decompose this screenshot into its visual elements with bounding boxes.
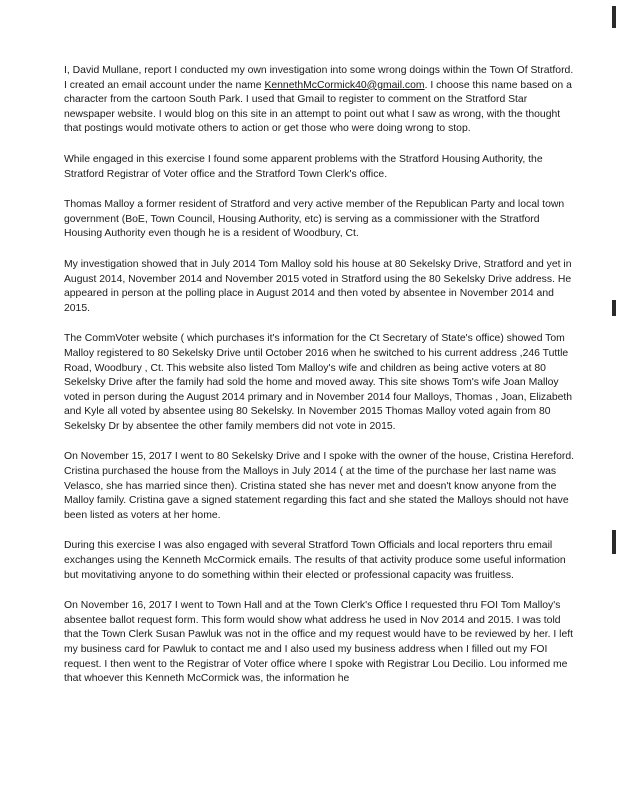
paragraph-intro-text-before: I, David Mullane, report I conducted my own investigation into some wrong doings within the Town Of Stratford. I created an email account under the name: [64, 65, 574, 91]
paragraph-intro-text-after: . I choose this name based on a character from the cartoon South Park. I used that Gmail to register to comment on the Stratford Star newspaper website. I would blog on this site in an attempt to point out what I saw as wrong, with the thought that postings would motivate others to action or get those who were doing wrong to stop.: [64, 79, 572, 135]
paragraph-problems: While engaged in this exercise I found some apparent problems with the Stratford Housing Authority, the Stratford Registrar of Voter office and the Stratford Town Clerk's office.: [64, 153, 543, 180]
scan-edge-mark: [612, 6, 616, 28]
email-link[interactable]: KennethMcCormick40@gmail.com: [264, 79, 425, 91]
scan-edge-mark: [612, 300, 616, 316]
paragraph-november-15: On November 15, 2017 I went to 80 Sekelsky Drive and I spoke with the owner of the house, Cristina Hereford. Cristina purchased the house from the Malloys in July 2014 ( at the time of the purchase her last name was Velasco, she has married since then). Cristina stated she has never met and doesn't know anyone from the Malloy family. Cristina gave a signed statement regarding this fact and she stated the Malloys should not have been listed as voters at her home.: [64, 451, 574, 521]
paragraph-intro: [64, 64, 574, 137]
scan-edge-mark: [612, 530, 616, 554]
document-body: [64, 64, 574, 703]
paragraph-town-officials: During this exercise I was also engaged with several Stratford Town Officials and local reporters thru email exchanges using the Kenneth McCormick emails. The results of that activity produce some useful information but movitativing anyone to do something within their elected or professional capacity was fruitless.: [64, 540, 566, 581]
paragraph-november-16: On November 16, 2017 I went to Town Hall and at the Town Clerk's Office I requested thru FOI Tom Malloy's absentee ballot request form. This form would show what address he used in Nov 2014 and 2015. I was told that the Town Clerk Susan Pawluk was not in the office and my request would have to be reviewed by her. I left my business card for Pawluk to contact me and I also used my business address when I filled out my FOI request. I then went to the Registrar of Voter office where I spoke with Registrar Lou Decilio. Lou informed me that whoever this Kenneth McCormick was, the information he: [64, 600, 574, 685]
paragraph-investigation: My investigation showed that in July 2014 Tom Malloy sold his house at 80 Sekelsky Drive, Stratford and yet in August 2014, November 2014 and November 2015 voted in Stratford using the 80 Sekelsky Drive address. He appeared in person at the polling place in August 2014 and then voted by absentee in November 2014 and 2015.: [64, 258, 572, 314]
paragraph-commvoter: The CommVoter website ( which purchases it's information for the Ct Secretary of State's office) showed Tom Malloy registered to 80 Sekelsky Drive until October 2016 when he switched to his current address ,246 Tuttle Road, Woodbury , Ct. This website also listed Tom Malloy's wife and children as being active voters at 80 Sekelsky Drive after the family had sold the home and moved away. This site shows Tom's wife Joan Malloy voted in person during the August 2014 primary and in November 2014 four Malloys, Thomas , Joan, Elizabeth and Kyle all voted by absentee using 80 Sekelsky. In November 2015 Thomas Malloy voted again from 80 Sekelsky Dr by absentee the other family members did not vote in 2015.: [64, 333, 573, 432]
paragraph-thomas-malloy: Thomas Malloy a former resident of Stratford and very active member of the Republican Party and local town government (BoE, Town Council, Housing Authority, etc) is serving as a commissioner with the Stratford Housing Authority even though he is a resident of Woodbury, Ct.: [64, 199, 565, 240]
